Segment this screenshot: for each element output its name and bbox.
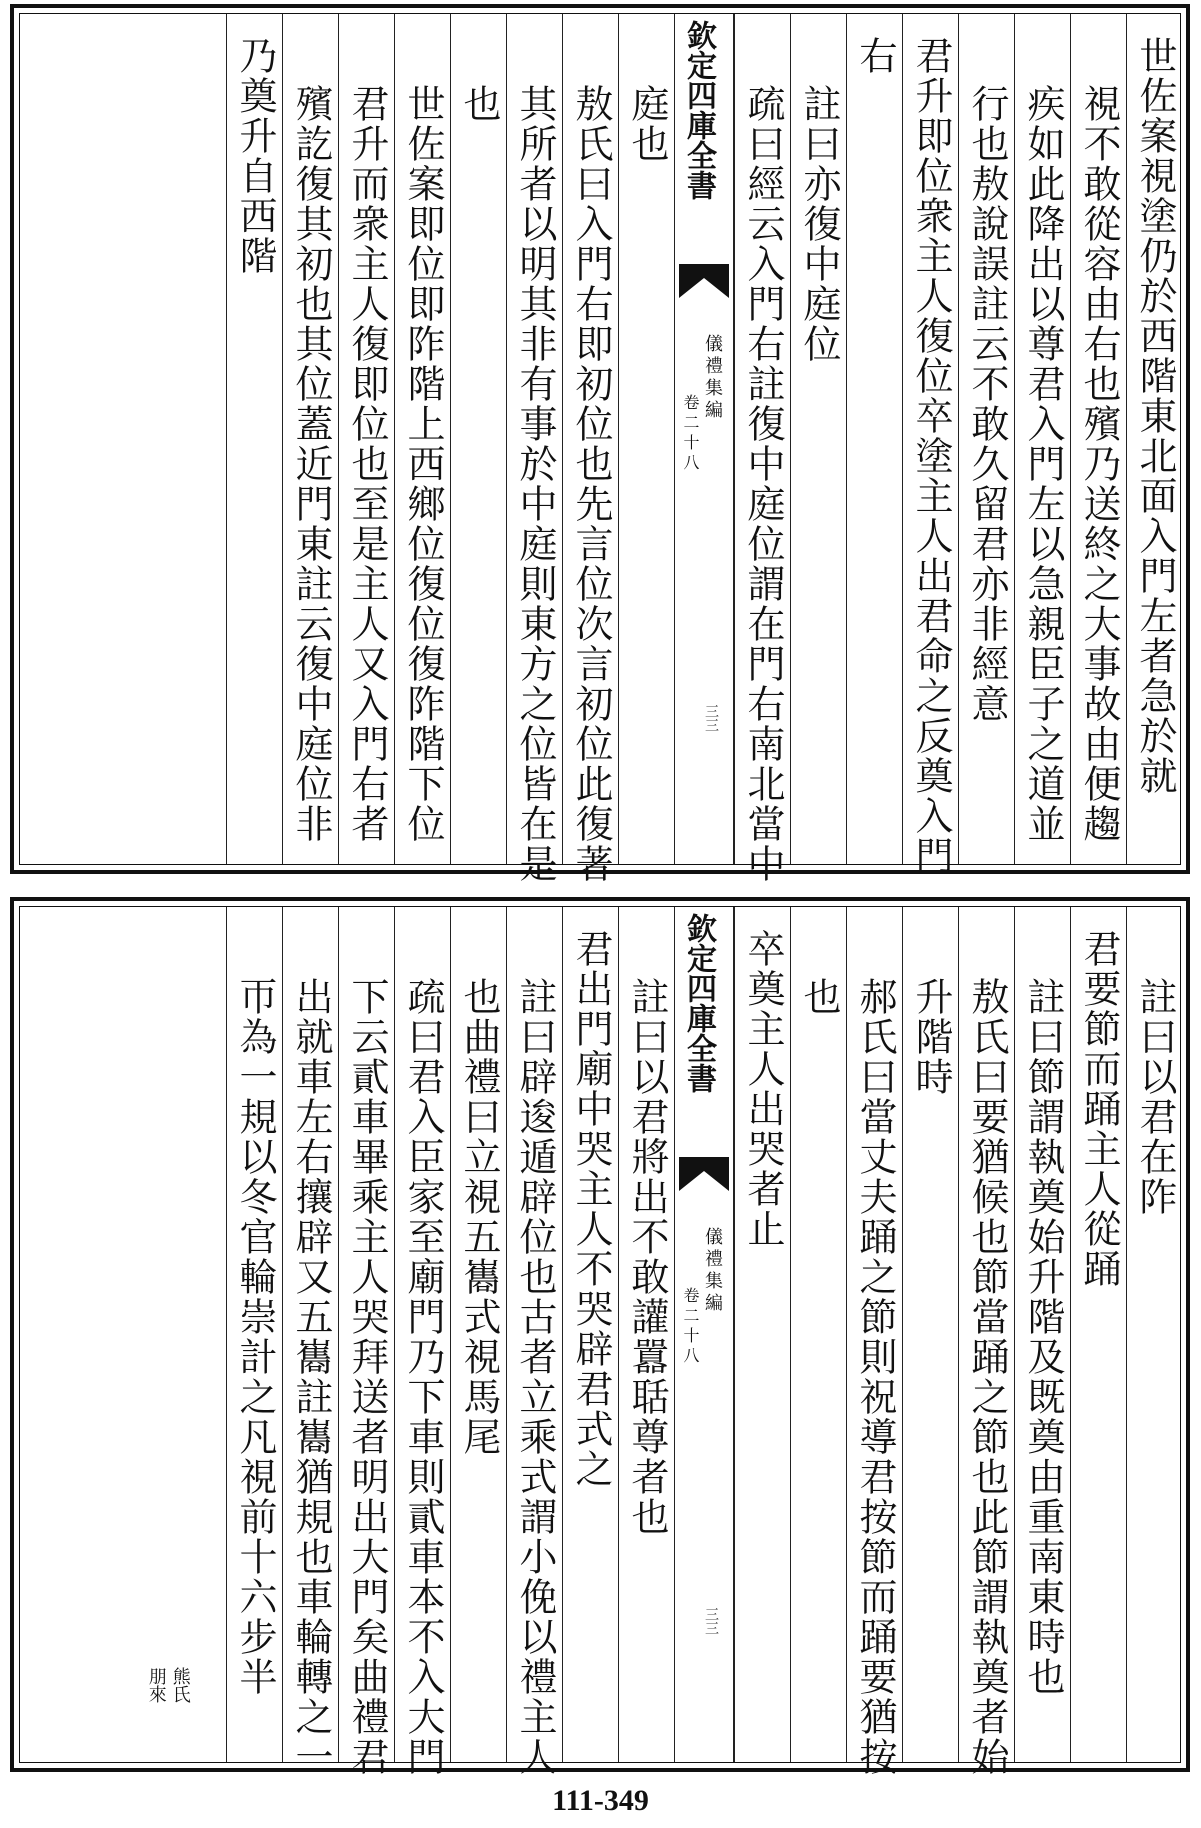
column-text: 註曰節謂執奠始升階及既奠由重南東時也 [1021,977,1065,1697]
text-column [1014,14,1070,864]
text-column [846,14,902,864]
column-text: 殯訖復其初也其位蓋近門東註云復中庭位非 [289,84,333,844]
small-note: 朋來 [145,1667,167,1703]
text-column [1014,907,1070,1762]
juan-number: 卷二十八 [681,1287,700,1367]
text-column [282,14,338,864]
text-column [394,907,450,1777]
series-title: 欽定四庫全書 [681,913,716,1093]
column-text: 世佐案視塗仍於西階東北面入門左者急於就 [1133,36,1177,796]
bottom-page-frame [19,906,1181,1777]
center-margin [674,14,734,864]
text-column [450,907,506,1762]
fishtail-mark-icon [679,1157,729,1191]
text-column [338,907,394,1777]
column-text: 其所者以明其非有事於中庭則東方之位皆在是 [513,84,557,884]
text-column [902,907,958,1762]
book-title: 儀禮集編 [702,334,723,422]
text-column [282,907,338,1777]
column-text: 帀為一規以冬官輪崇計之凡視前十六步半 [233,977,277,1697]
page-number: 111-349 [552,1784,649,1817]
text-column [734,907,790,1762]
text-column [226,14,282,864]
column-text: 下云貳車畢乘主人哭拜送者明出大門矣曲禮君 [345,977,389,1777]
book-title: 儀禮集編 [702,1227,723,1315]
center-margin [674,907,734,1762]
column-text: 也 [797,977,841,1017]
text-column [506,907,562,1777]
text-column [1070,907,1126,1762]
series-title: 欽定四庫全書 [681,20,716,200]
column-text: 也 [457,84,501,124]
column-text: 疏曰經云入門右註復中庭位謂在門右南北當中 [741,84,785,884]
column-text: 疏曰君入臣家至廟門乃下車則貳車本不入大門 [401,977,445,1777]
top-page [10,4,1190,884]
text-column [506,14,562,884]
column-text: 敖氏曰要猶候也節當踊之節也此節謂執奠者始 [965,977,1009,1777]
text-column [958,14,1014,864]
column-text: 出就車左右攘辟又五巂註巂猶規也車輪轉之一 [289,977,333,1777]
column-text: 註曰以君在阼 [1133,977,1177,1217]
column-text: 卒奠主人出哭者止 [741,929,785,1249]
folio-number: 三三 [703,1607,719,1635]
column-text: 君升而衆主人復即位也至是主人又入門右者 [345,84,389,844]
column-text: 視不敢從容由右也殯乃送終之大事故由便趨 [1077,84,1121,844]
text-column [1070,14,1126,864]
column-text: 庭也 [625,84,669,164]
text-column [734,14,790,884]
column-text: 右 [853,36,897,76]
column-text: 也曲禮曰立視五巂式視馬尾 [457,977,501,1457]
column-text: 升階時 [909,977,953,1097]
text-column [790,907,846,1762]
bottom-page [10,897,1190,1777]
column-text: 君升即位衆主人復位卒塗主人出君命之反奠入門 [909,36,953,876]
text-column [562,907,618,1762]
text-column [562,14,618,884]
fishtail-mark-icon [679,264,729,298]
column-text: 註曰以君將出不敢讙囂聒尊者也 [625,977,669,1537]
juan-number: 卷二十八 [681,394,700,474]
text-column [618,907,674,1762]
folio-number: 三三 [703,704,719,732]
text-column [226,907,282,1762]
column-text: 君出門廟中哭主人不哭辟君式之 [569,929,613,1489]
column-text: 敖氏曰入門右即初位也先言位次言初位此復著 [569,84,613,884]
column-text: 君要節而踊主人從踊 [1077,929,1121,1289]
text-column [1126,14,1182,864]
column-text: 行也敖說誤註云不敢久留君亦非經意 [965,84,1009,724]
text-column [338,14,394,864]
text-column [790,14,846,864]
text-column [1126,907,1182,1762]
column-text: 乃奠升自西階 [233,36,277,276]
text-column [618,14,674,864]
text-column [846,907,902,1777]
column-text: 郝氏曰當丈夫踊之節則祝導君按節而踊要猶按 [853,977,897,1777]
column-text: 世佐案即位即阼階上西鄉位復位復阼階下位 [401,84,445,844]
text-column [958,907,1014,1777]
text-column [394,14,450,864]
top-page-frame [19,13,1181,884]
column-text: 疾如此降出以尊君入門左以急親臣子之道並 [1021,84,1065,844]
column-text: 註曰亦復中庭位 [797,84,841,364]
text-column [450,14,506,864]
text-column [902,14,958,876]
column-text: 註曰辟逡遁辟位也古者立乘式謂小俛以禮主人 [513,977,557,1777]
small-note: 熊氏 [169,1667,191,1703]
